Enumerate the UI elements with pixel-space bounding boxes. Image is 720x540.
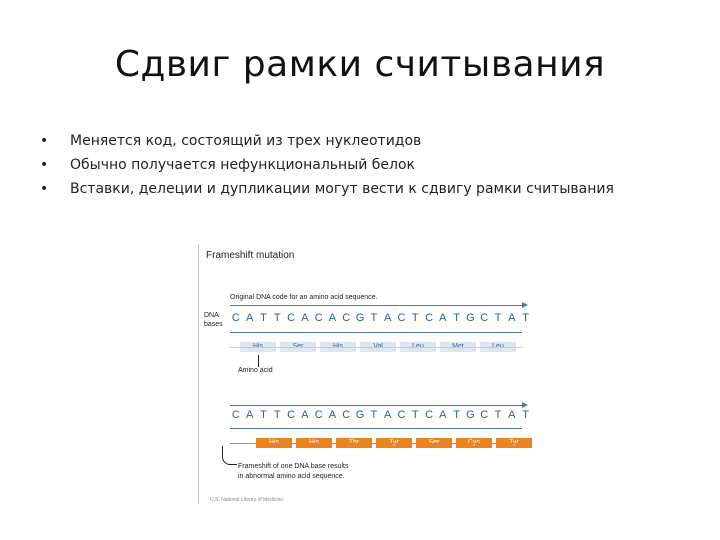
frameshift-figure bbox=[198, 242, 538, 510]
dna-base: G bbox=[355, 312, 365, 324]
dna-base: T bbox=[494, 312, 502, 324]
dna-base: T bbox=[522, 312, 529, 324]
dna-base: C bbox=[425, 409, 434, 421]
dna-base: T bbox=[411, 312, 419, 324]
dna-base: C bbox=[397, 409, 406, 421]
dna-base: C bbox=[397, 312, 406, 324]
dna-base: A bbox=[383, 312, 392, 324]
dna-base: A bbox=[439, 409, 447, 421]
dna-base: A bbox=[383, 409, 392, 421]
dna-base: T bbox=[453, 312, 461, 324]
dna-base: T bbox=[260, 312, 267, 324]
dna-base: T bbox=[453, 409, 461, 421]
dna-base: C bbox=[231, 409, 240, 421]
dna-label-line1: DNA bbox=[204, 312, 219, 319]
dna-base: A bbox=[301, 312, 309, 324]
bullet-text: Обычно получается нефункциональный белок bbox=[70, 157, 416, 173]
dna-base: A bbox=[439, 312, 447, 324]
dna-base: C bbox=[480, 312, 489, 324]
bullet-item bbox=[40, 153, 614, 177]
dna-base: A bbox=[246, 312, 254, 324]
original-top-arrow bbox=[522, 302, 528, 308]
dna-base: G bbox=[355, 409, 365, 421]
mutant-mid-rule bbox=[230, 428, 522, 429]
bullet-marker: • bbox=[40, 181, 49, 197]
figure-credit: U.S. National Library of Medicine bbox=[210, 497, 284, 503]
original-mid-rule bbox=[230, 332, 522, 333]
dna-base: C bbox=[231, 312, 240, 324]
bullet-text: Меняется код, состоящий из трех нуклеотидов bbox=[70, 133, 422, 149]
dna-base: T bbox=[273, 409, 281, 421]
bullet-marker: • bbox=[40, 157, 49, 173]
dna-base: C bbox=[314, 312, 323, 324]
dna-base: G bbox=[466, 312, 475, 324]
dna-base: T bbox=[370, 312, 378, 324]
dna-base: A bbox=[328, 409, 337, 421]
original-aa-rule bbox=[230, 347, 522, 348]
dna-base: C bbox=[287, 312, 296, 324]
figure-title: Frameshift mutation bbox=[206, 250, 295, 261]
dna-base: T bbox=[273, 312, 281, 324]
dna-base: C bbox=[287, 409, 296, 421]
bullet-item bbox=[40, 177, 614, 201]
slide-title: Сдвиг рамки считывания bbox=[114, 44, 606, 85]
mutant-top-arrow bbox=[522, 402, 528, 408]
dna-base: T bbox=[260, 409, 267, 421]
note-arrow bbox=[222, 446, 237, 465]
original-top-rule bbox=[230, 305, 522, 306]
frameshift-note-line1: Frameshift of one DNA base results bbox=[238, 463, 349, 470]
dna-base: G bbox=[466, 409, 475, 421]
dna-base: C bbox=[342, 312, 351, 324]
dna-base: A bbox=[328, 312, 337, 324]
dna-base: C bbox=[425, 312, 434, 324]
dna-base: A bbox=[301, 409, 309, 421]
dna-base: C bbox=[314, 409, 323, 421]
bullet-item bbox=[40, 129, 614, 153]
bullet-text: Вставки, делеции и дупликации могут вести к сдвигу рамки считывания bbox=[70, 181, 614, 197]
dna-base: A bbox=[508, 409, 516, 421]
mutant-top-rule bbox=[230, 405, 522, 406]
amino-acid-label: Amino acid bbox=[238, 367, 273, 374]
dna-base: A bbox=[246, 409, 254, 421]
frameshift-note-line2: in abnormal amino acid sequence. bbox=[238, 473, 345, 480]
dna-base: C bbox=[342, 409, 351, 421]
dna-base: T bbox=[370, 409, 378, 421]
dna-base: A bbox=[508, 312, 516, 324]
mutant-aa-rule bbox=[230, 443, 522, 444]
dna-base: T bbox=[494, 409, 502, 421]
figure-divider bbox=[198, 244, 199, 504]
original-dna-sequence bbox=[229, 312, 533, 324]
bullet-list bbox=[40, 129, 614, 201]
dna-base: C bbox=[480, 409, 489, 421]
dna-base: T bbox=[522, 409, 529, 421]
original-caption: Original DNA code for an amino acid sequence. bbox=[230, 294, 378, 301]
amino-acid-pointer bbox=[258, 355, 259, 367]
bullet-marker: • bbox=[40, 133, 49, 149]
mutant-dna-sequence bbox=[229, 409, 533, 421]
dna-label-line2: bases bbox=[204, 321, 223, 328]
dna-base: T bbox=[411, 409, 419, 421]
